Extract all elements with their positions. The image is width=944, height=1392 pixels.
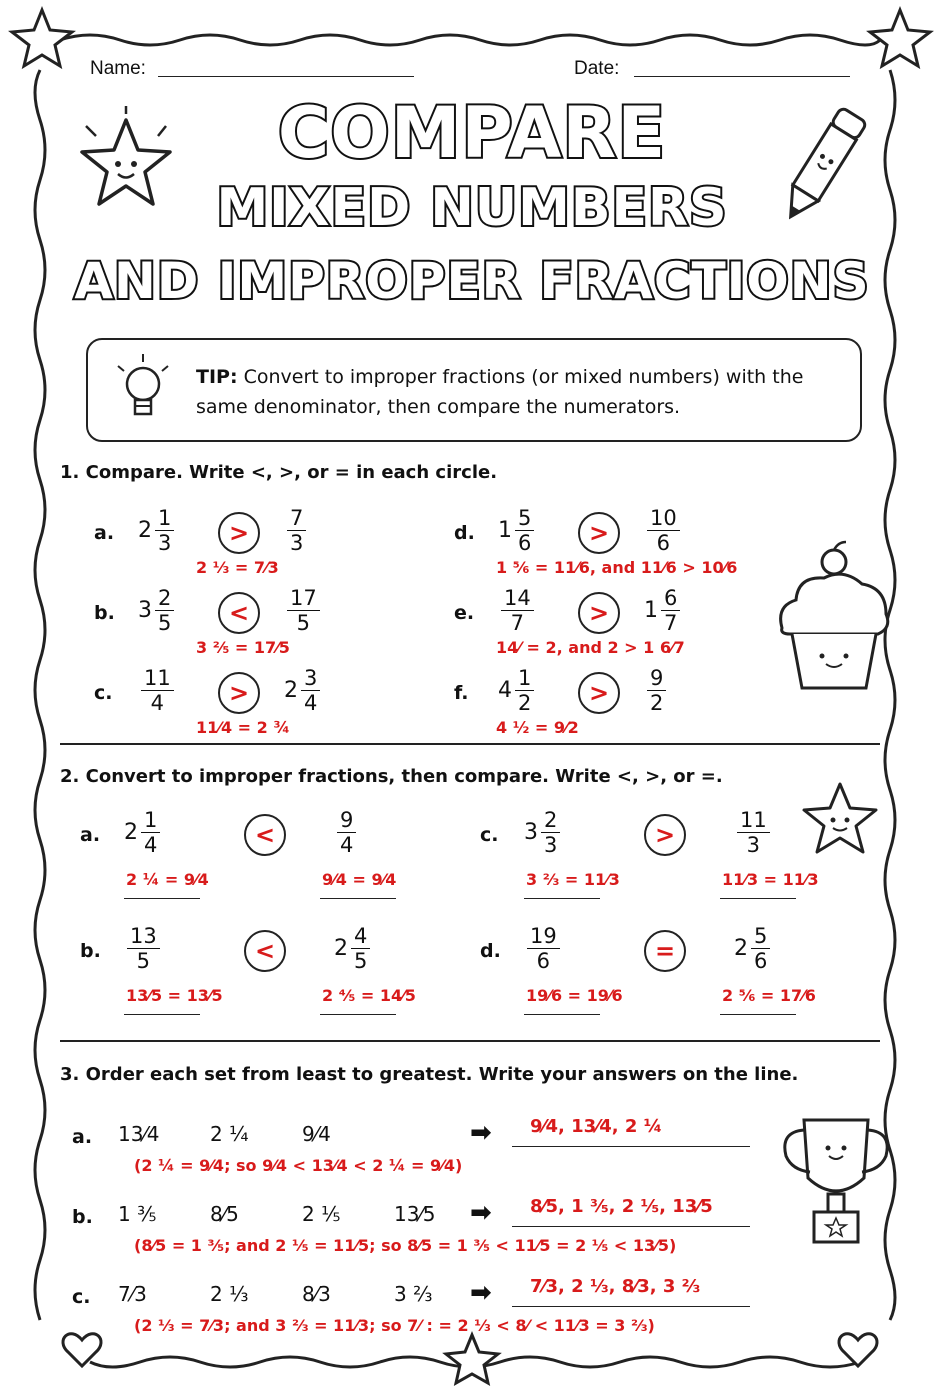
item-letter: f. xyxy=(454,682,469,704)
denominator: 7 xyxy=(664,611,678,635)
answer-line[interactable] xyxy=(512,1306,750,1307)
numerator: 14 xyxy=(501,586,534,611)
answer-line[interactable] xyxy=(524,1014,600,1015)
fraction-part xyxy=(155,586,174,635)
whole-number: 2 xyxy=(138,518,152,543)
answer-line[interactable] xyxy=(320,1014,396,1015)
denominator: 4 xyxy=(150,691,165,715)
arrow-right-icon: ➡ xyxy=(470,1278,492,1308)
answer-line[interactable] xyxy=(124,1014,200,1015)
fraction xyxy=(284,666,320,715)
answer-circle[interactable]: > xyxy=(578,512,620,554)
set-value: 8⁄5 xyxy=(210,1202,239,1226)
date-line[interactable] xyxy=(634,76,850,77)
fraction xyxy=(498,666,534,715)
answer-circle[interactable]: > xyxy=(578,592,620,634)
section-3-heading: 3. Order each set from least to greatest. Write your answers on the line. xyxy=(60,1064,799,1085)
fraction xyxy=(334,924,370,973)
set-value: 7⁄3 xyxy=(118,1282,147,1306)
denominator: 4 xyxy=(144,833,158,857)
fraction xyxy=(524,924,560,973)
right-conversion: 11⁄3 = 11⁄3 xyxy=(722,870,819,889)
left-conversion: 2 ¼ = 9⁄4 xyxy=(126,870,209,889)
trophy-icon xyxy=(776,1108,896,1258)
star-icon xyxy=(788,770,892,860)
whole-number: 1 xyxy=(498,518,512,543)
fraction-part xyxy=(527,924,560,973)
item-letter: a. xyxy=(80,824,101,846)
answer-circle[interactable]: > xyxy=(218,512,260,554)
fraction-part xyxy=(751,924,770,973)
answer-line[interactable] xyxy=(524,898,600,899)
left-conversion: 13⁄5 = 13⁄5 xyxy=(126,986,223,1005)
set-value: 2 ⅓ xyxy=(210,1282,249,1306)
right-conversion: 2 ⅚ = 17⁄6 xyxy=(722,986,816,1005)
fraction xyxy=(498,586,534,635)
fraction-part xyxy=(515,506,534,555)
arrow-right-icon: ➡ xyxy=(470,1198,492,1228)
numerator: 1 xyxy=(155,506,174,531)
item-letter: c. xyxy=(94,682,113,704)
numerator: 6 xyxy=(661,586,680,611)
title-line-2: MIXED NUMBERS xyxy=(216,178,728,238)
answer-line[interactable] xyxy=(512,1146,750,1147)
worked-solution: 4 ½ = 9⁄2 xyxy=(496,718,579,737)
whole-number: 3 xyxy=(138,598,152,623)
answer-line[interactable] xyxy=(320,898,396,899)
left-conversion: 3 ⅔ = 11⁄3 xyxy=(526,870,620,889)
name-label: Name: xyxy=(90,58,146,79)
set-value: 2 ⅕ xyxy=(302,1202,341,1226)
denominator: 3 xyxy=(290,531,304,555)
denominator: 2 xyxy=(650,691,664,715)
item-letter: c. xyxy=(72,1286,91,1308)
answer-line[interactable] xyxy=(720,898,796,899)
fraction xyxy=(284,586,320,635)
worked-solution: 1 ⅚ = 11⁄6, and 11⁄6 > 10⁄6 xyxy=(496,558,738,577)
denominator: 6 xyxy=(536,949,551,973)
fraction xyxy=(124,808,160,857)
lightbulb-icon xyxy=(110,350,180,426)
whole-number: 2 xyxy=(284,678,298,703)
fraction-part xyxy=(155,506,174,555)
divider xyxy=(60,743,880,745)
numerator: 4 xyxy=(351,924,370,949)
fraction xyxy=(138,586,174,635)
fraction xyxy=(284,506,306,555)
fraction-part xyxy=(351,924,370,973)
title-line-1: COMPARE xyxy=(277,92,667,174)
answer-line[interactable] xyxy=(512,1226,750,1227)
item-letter: b. xyxy=(94,602,115,624)
fraction-part xyxy=(501,586,534,635)
worked-solution: 11⁄4 = 2 ¾ xyxy=(196,718,290,737)
fraction xyxy=(644,506,680,555)
denominator: 3 xyxy=(544,833,558,857)
fraction xyxy=(524,808,560,857)
fraction-part xyxy=(287,506,306,555)
denominator: 5 xyxy=(136,949,151,973)
worked-solution: (8⁄5 = 1 ⅗; and 2 ⅕ = 11⁄5; so 8⁄5 = 1 ⅗ < 11⁄5 = 2 ⅕ < 13⁄5) xyxy=(134,1236,677,1255)
whole-number: 4 xyxy=(498,678,512,703)
fraction-part xyxy=(647,506,680,555)
set-value: 13⁄5 xyxy=(394,1202,436,1226)
fraction xyxy=(138,666,174,715)
right-conversion: 2 ⅘ = 14⁄5 xyxy=(322,986,416,1005)
numerator: 5 xyxy=(515,506,534,531)
numerator: 11 xyxy=(141,666,174,691)
whole-number: 2 xyxy=(334,936,348,961)
tip-text xyxy=(196,362,836,422)
fraction-part xyxy=(127,924,160,973)
fraction-part xyxy=(301,666,320,715)
fraction xyxy=(644,586,680,635)
fraction-part xyxy=(541,808,560,857)
answer-circle[interactable]: > xyxy=(644,814,686,856)
fraction-part xyxy=(337,808,356,857)
set-value: 1 ⅗ xyxy=(118,1202,157,1226)
answer-circle[interactable]: > xyxy=(218,672,260,714)
date-label: Date: xyxy=(574,58,620,79)
numerator: 5 xyxy=(751,924,770,949)
denominator: 3 xyxy=(746,833,761,857)
numerator: 13 xyxy=(127,924,160,949)
worked-solution: (2 ¼ = 9⁄4; so 9⁄4 < 13⁄4 < 2 ¼ = 9⁄4) xyxy=(134,1156,463,1175)
numerator: 9 xyxy=(647,666,666,691)
right-conversion: 9⁄4 = 9⁄4 xyxy=(322,870,397,889)
numerator: 7 xyxy=(287,506,306,531)
numerator: 17 xyxy=(287,586,320,611)
whole-number: 1 xyxy=(644,598,658,623)
cupcake-icon xyxy=(774,540,894,700)
divider xyxy=(60,1040,880,1042)
fraction-part xyxy=(661,586,680,635)
denominator: 5 xyxy=(158,611,172,635)
denominator: 6 xyxy=(656,531,671,555)
answer-line[interactable] xyxy=(124,898,200,899)
arrow-right-icon: ➡ xyxy=(470,1118,492,1148)
numerator: 1 xyxy=(141,808,160,833)
worked-solution: (2 ⅓ = 7⁄3; and 3 ⅔ = 11⁄3; so 7⁄ : = 2 ⅓ < 8⁄ < 11⁄3 = 3 ⅔) xyxy=(134,1316,655,1335)
fraction xyxy=(498,506,534,555)
denominator: 7 xyxy=(510,611,525,635)
whole-number: 2 xyxy=(124,820,138,845)
ordered-answer: 7⁄3, 2 ⅓, 8⁄3, 3 ⅔ xyxy=(530,1276,701,1297)
answer-circle[interactable]: < xyxy=(244,930,286,972)
denominator: 4 xyxy=(304,691,318,715)
item-letter: e. xyxy=(454,602,475,624)
answer-circle[interactable]: < xyxy=(244,814,286,856)
numerator: 19 xyxy=(527,924,560,949)
set-value: 2 ¼ xyxy=(210,1122,249,1146)
whole-number: 2 xyxy=(734,936,748,961)
worked-solution: 14⁄ = 2, and 2 > 1 6⁄7 xyxy=(496,638,685,657)
denominator: 2 xyxy=(518,691,532,715)
denominator: 5 xyxy=(296,611,311,635)
name-line[interactable] xyxy=(158,76,414,77)
item-letter: c. xyxy=(480,824,499,846)
ordered-answer: 9⁄4, 13⁄4, 2 ¼ xyxy=(530,1116,663,1137)
fraction xyxy=(734,924,770,973)
tip-body: Convert to improper fractions (or mixed numbers) with the same denominator, then compare the numerators. xyxy=(196,366,804,418)
item-letter: d. xyxy=(454,522,475,544)
fraction xyxy=(334,808,356,857)
numerator: 10 xyxy=(647,506,680,531)
set-value: 13⁄4 xyxy=(118,1122,160,1146)
item-letter: d. xyxy=(480,940,501,962)
denominator: 6 xyxy=(518,531,532,555)
set-value: 8⁄3 xyxy=(302,1282,331,1306)
answer-circle[interactable]: > xyxy=(578,672,620,714)
fraction xyxy=(644,666,666,715)
fraction-part xyxy=(287,586,320,635)
item-letter: a. xyxy=(94,522,115,544)
tip-label: TIP: xyxy=(196,366,238,388)
fraction-part xyxy=(737,808,770,857)
item-letter: b. xyxy=(80,940,101,962)
whole-number: 3 xyxy=(524,820,538,845)
fraction xyxy=(138,506,174,555)
item-letter: b. xyxy=(72,1206,93,1228)
numerator: 2 xyxy=(155,586,174,611)
denominator: 6 xyxy=(754,949,768,973)
title-line-3: AND IMPROPER FRACTIONS xyxy=(74,252,870,310)
section-2-heading: 2. Convert to improper fractions, then compare. Write <, >, or =. xyxy=(60,766,723,787)
worked-solution: 3 ⅖ = 17⁄5 xyxy=(196,638,290,657)
fraction-part xyxy=(647,666,666,715)
numerator: 1 xyxy=(515,666,534,691)
fraction-part xyxy=(515,666,534,715)
denominator: 3 xyxy=(158,531,172,555)
numerator: 3 xyxy=(301,666,320,691)
item-letter: a. xyxy=(72,1126,93,1148)
fraction-part xyxy=(141,808,160,857)
denominator: 5 xyxy=(354,949,368,973)
left-conversion: 19⁄6 = 19⁄6 xyxy=(526,986,623,1005)
answer-circle[interactable]: = xyxy=(644,930,686,972)
fraction-part xyxy=(141,666,174,715)
fraction xyxy=(124,924,160,973)
numerator: 2 xyxy=(541,808,560,833)
set-value: 3 ⅔ xyxy=(394,1282,433,1306)
answer-line[interactable] xyxy=(720,1014,796,1015)
answer-circle[interactable]: < xyxy=(218,592,260,634)
numerator: 11 xyxy=(737,808,770,833)
set-value: 9⁄4 xyxy=(302,1122,331,1146)
fraction xyxy=(734,808,770,857)
worked-solution: 2 ⅓ = 7⁄3 xyxy=(196,558,279,577)
section-1-heading: 1. Compare. Write <, >, or = in each circle. xyxy=(60,462,498,483)
numerator: 9 xyxy=(337,808,356,833)
denominator: 4 xyxy=(340,833,354,857)
ordered-answer: 8⁄5, 1 ⅗, 2 ⅕, 13⁄5 xyxy=(530,1196,713,1217)
